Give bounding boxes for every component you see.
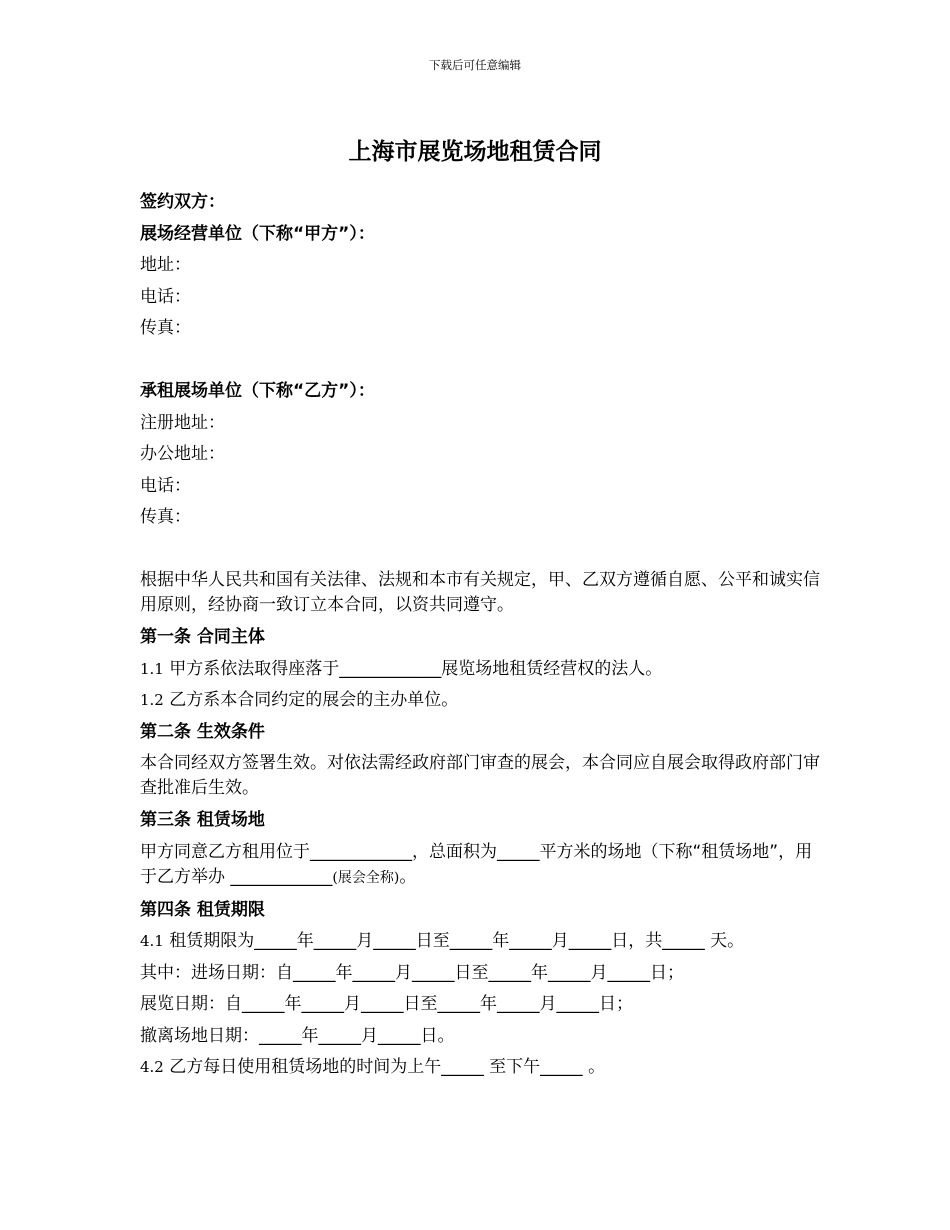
clause-number: 4.1 <box>140 932 164 950</box>
article-2-heading: 第二条 生效条件 <box>140 721 265 742</box>
party-a-phone: 电话： <box>140 286 191 307</box>
clause-number: 1.2 <box>140 691 164 709</box>
clause-1-1 <box>140 654 820 686</box>
clause-text: 甲方系依法取得座落于____________展览场地租赁经营权的法人。 <box>163 658 663 679</box>
preamble-block <box>140 565 820 622</box>
clause-text: 乙方系本合同约定的展会的主办单位。 <box>163 690 459 710</box>
article-2-paragraph: 本合同经双方签署生效。对依法需经政府部门审查的展会，本合同应自展会取得政府部门审查批准后生效。 <box>140 753 820 798</box>
entry-dates: 其中：进场日期：自_____年_____月_____日至_____年_____月_____日； <box>140 962 684 983</box>
clause-text: 乙方每日使用租赁场地的时间为上午_____ 至下午_____ 。 <box>163 1057 606 1077</box>
article-3-note: (展会全称) <box>332 869 400 886</box>
article-3-end: 。 <box>399 866 417 887</box>
article-3-heading: 第三条 租赁场地 <box>140 810 265 830</box>
party-b-heading: 承租展场单位（下称“乙方”）： <box>140 381 375 401</box>
party-a-heading: 展场经营单位（下称“甲方”）： <box>140 223 375 244</box>
document-title: 上海市展览场地租赁合同 <box>348 139 602 165</box>
clause-4-2 <box>140 1052 820 1084</box>
spacer <box>140 534 820 566</box>
party-a-fax: 传真： <box>140 318 191 338</box>
party-b-registered-address: 注册地址： <box>140 412 225 433</box>
clause-4-1 <box>140 926 820 958</box>
preamble-paragraph: 根据中华人民共和国有关法律、法规和本市有关规定，甲、乙双方遵循自愿、公平和诚实信用原则，经协商一致订立本合同，以资共同遵守。 <box>140 570 820 615</box>
clause-1-2 <box>140 685 820 717</box>
header-note: 下载后可任意编辑 <box>429 58 521 72</box>
party-b-office-address: 办公地址： <box>140 444 225 464</box>
clause-number: 4.2 <box>140 1058 164 1076</box>
article-1-heading: 第一条 合同主体 <box>140 627 265 647</box>
party-b-fax: 传真： <box>140 507 191 527</box>
party-a-address: 地址： <box>140 255 191 275</box>
spacer <box>140 345 820 377</box>
article-2-block <box>140 748 820 805</box>
removal-date: 撤离场地日期：_____年_____月_____日。 <box>140 1025 455 1046</box>
clause-number: 1.1 <box>140 659 164 678</box>
article-3-paragraph <box>140 840 820 891</box>
party-b-phone: 电话： <box>140 475 191 496</box>
exhibition-dates: 展览日期：自_____年_____月_____日至_____年_____月_____日； <box>140 994 633 1014</box>
parties-heading: 签约双方： <box>140 192 225 212</box>
article-3-block <box>140 837 820 895</box>
clause-text: 租赁期限为_____年_____月_____日至_____年_____月_____日，共_____ 天。 <box>163 931 745 951</box>
article-3-text: 甲方同意乙方租用位于____________，总面积为_____平方米的场地（下称“租赁场地”，用于乙方举办 ____________ <box>140 841 813 887</box>
document-body <box>140 187 820 1084</box>
article-4-heading: 第四条 租赁期限 <box>140 899 265 920</box>
